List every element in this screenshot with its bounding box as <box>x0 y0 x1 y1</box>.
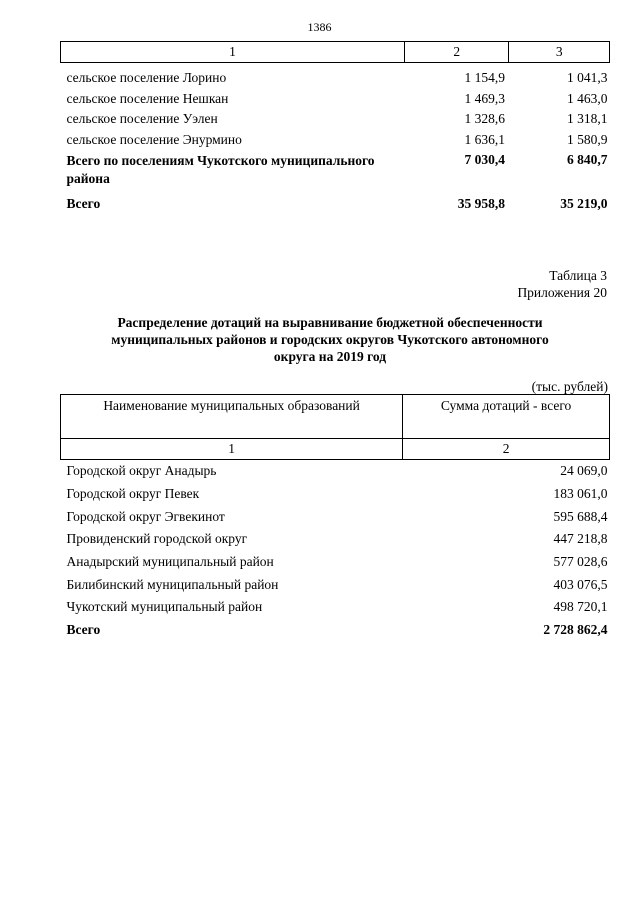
title-line: округа на 2019 год <box>273 349 387 364</box>
table-row <box>61 573 610 596</box>
table-row <box>61 111 610 132</box>
table-row <box>61 132 610 153</box>
settlement-name: сельское поселение Энурмино <box>66 131 242 147</box>
table-header-row <box>61 395 610 439</box>
subtotal-col3: 6 840,7 <box>567 152 608 167</box>
table-header-number-row <box>61 439 610 460</box>
value-col3: 1 041,3 <box>567 70 608 85</box>
subsidy-value: 183 061,0 <box>553 486 608 502</box>
document-title <box>70 314 590 365</box>
header-municipality-name: Наименование муниципальных образований <box>61 395 403 439</box>
subsidy-value: 447 218,8 <box>553 531 608 547</box>
table-row <box>61 70 610 91</box>
subtotal-col2: 7 030,4 <box>464 152 505 167</box>
value-col2: 1 469,3 <box>464 90 505 106</box>
title-line: муниципальных районов и городских округов Чукотского автономного <box>111 332 549 347</box>
value-col3: 1 318,1 <box>567 111 608 126</box>
total-row <box>61 196 610 218</box>
municipality-name: Городской округ Анадырь <box>66 463 217 479</box>
subsidy-value: 577 028,6 <box>553 554 608 570</box>
municipality-name: Городской округ Певек <box>66 486 200 502</box>
table-row <box>61 91 610 112</box>
subsidy-value: 24 069,0 <box>560 463 608 479</box>
value-col2: 1 328,6 <box>464 111 505 126</box>
title-line: Распределение дотаций на выравнивание бюджетной обеспеченности <box>117 315 543 330</box>
settlement-name: сельское поселение Уэлен <box>66 111 218 126</box>
column-number-1: 1 <box>61 42 405 63</box>
settlement-name: сельское поселение Нешкан <box>66 90 229 106</box>
subsidy-value: 595 688,4 <box>553 508 608 524</box>
value-col3: 1 463,0 <box>567 90 608 106</box>
page-number: 1386 <box>307 20 332 34</box>
header-subsidy-amount: Сумма дотаций - всего <box>403 395 610 439</box>
municipality-name: Чукотский муниципальный район <box>66 599 263 615</box>
municipality-name: Городской округ Эгвекинот <box>66 508 225 524</box>
settlements-table <box>60 41 610 218</box>
settlement-name: сельское поселение Лорино <box>66 70 227 85</box>
value-col3: 1 580,9 <box>567 131 608 147</box>
subtotal-label: Всего по поселениям Чукотского муниципального района <box>66 153 375 186</box>
column-number-2: 2 <box>404 42 508 63</box>
total-label: Всего <box>66 622 101 638</box>
units-label: (тыс. рублей) <box>531 379 608 394</box>
value-col2: 1 636,1 <box>464 131 505 147</box>
table-row <box>61 528 610 551</box>
column-number-2: 2 <box>403 439 610 460</box>
table-label <box>517 267 607 301</box>
subtotal-row <box>61 152 610 196</box>
subsidy-value: 403 076,5 <box>553 576 608 592</box>
municipality-name: Анадырский муниципальный район <box>66 554 274 570</box>
total-col2: 35 958,8 <box>457 196 505 211</box>
column-number-1: 1 <box>61 439 403 460</box>
table-row <box>61 596 610 619</box>
municipality-name: Билибинский муниципальный район <box>66 576 279 592</box>
table-header-row <box>61 42 610 63</box>
total-label: Всего <box>66 196 101 211</box>
appendix-number: Приложения 20 <box>517 285 607 300</box>
subsidy-value: 498 720,1 <box>553 599 608 615</box>
subsidies-table <box>60 394 610 642</box>
municipality-name: Провиденский городской округ <box>66 531 248 547</box>
table-number: Таблица 3 <box>549 268 607 283</box>
table-row <box>61 460 610 483</box>
column-number-3: 3 <box>509 42 610 63</box>
total-col3: 35 219,0 <box>560 196 608 211</box>
total-row <box>61 619 610 642</box>
value-col2: 1 154,9 <box>464 70 505 85</box>
total-value: 2 728 862,4 <box>543 622 608 638</box>
table-row <box>61 483 610 506</box>
table-row <box>61 505 610 528</box>
table-row <box>61 551 610 574</box>
